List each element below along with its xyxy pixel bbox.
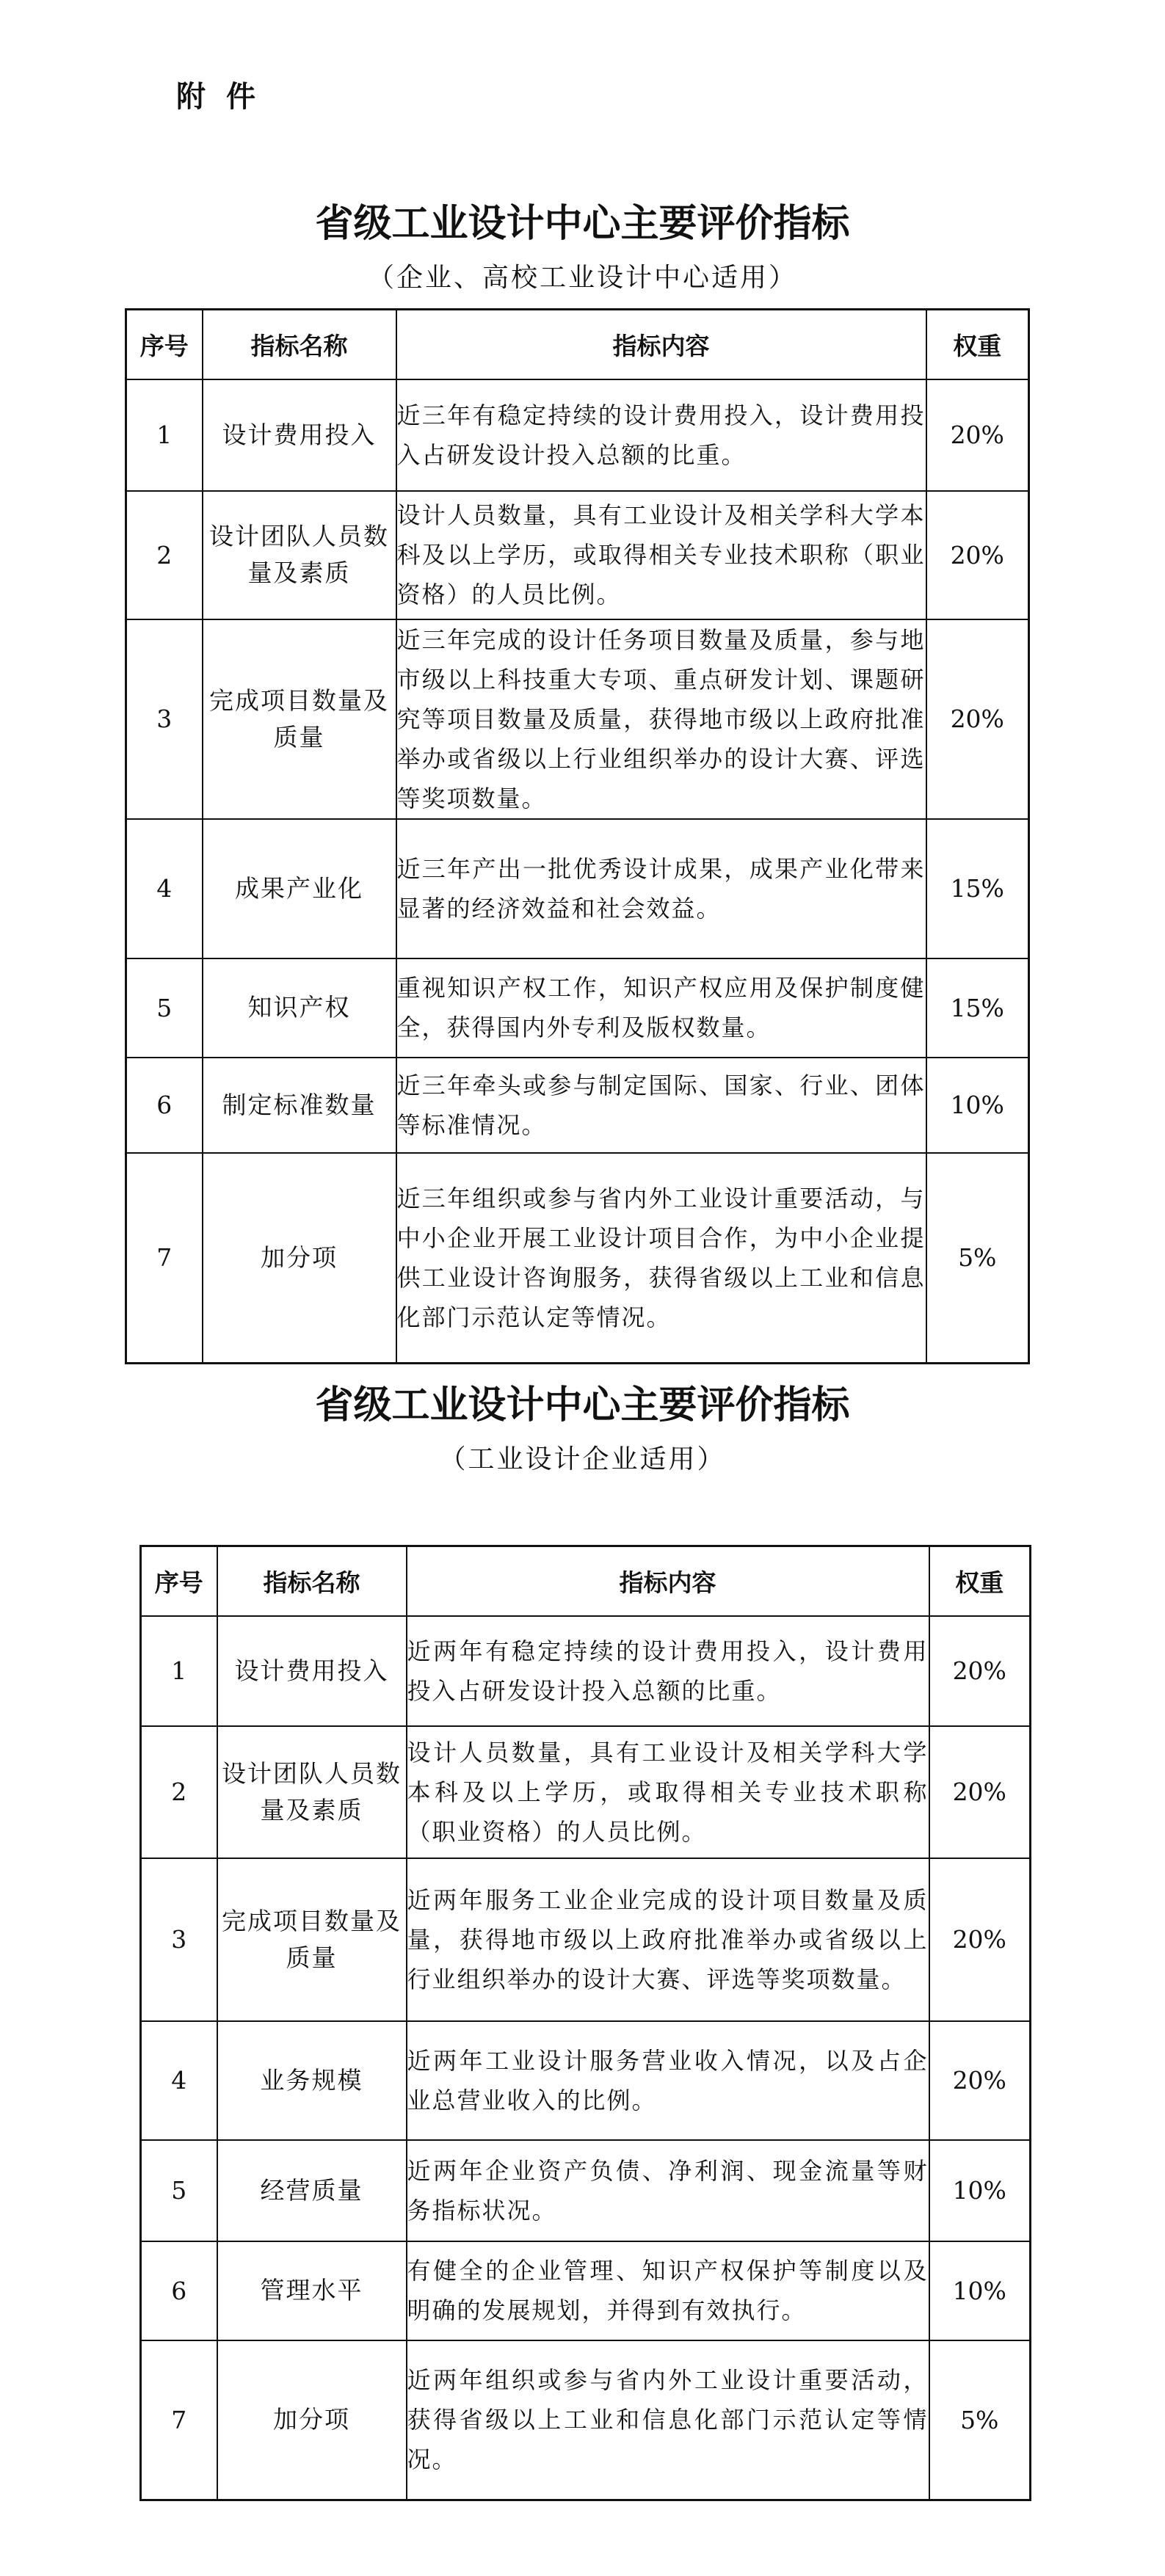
row-content: 近三年牵头或参与制定国际、国家、行业、团体等标准情况。 — [396, 1058, 926, 1153]
row-name: 加分项 — [203, 1153, 396, 1364]
table-row — [126, 379, 1029, 491]
table-row — [141, 2140, 1031, 2241]
header-no: 序号 — [141, 1546, 217, 1616]
table-row — [126, 819, 1029, 958]
row-no: 4 — [141, 2021, 217, 2140]
table2-evaluation-indicators — [139, 1545, 1031, 2501]
row-weight: 5% — [929, 2340, 1031, 2500]
table-row — [126, 958, 1029, 1058]
row-content: 近两年有稳定持续的设计费用投入，设计费用投入占研发设计投入总额的比重。 — [407, 1616, 929, 1726]
table-row — [141, 1726, 1031, 1858]
row-no: 3 — [126, 619, 203, 819]
row-name: 加分项 — [217, 2340, 407, 2500]
row-weight: 20% — [929, 1726, 1031, 1858]
row-no: 4 — [126, 819, 203, 958]
row-weight: 20% — [929, 2021, 1031, 2140]
header-content: 指标内容 — [396, 310, 926, 379]
row-name: 设计费用投入 — [217, 1616, 407, 1726]
row-no: 2 — [126, 491, 203, 619]
table-row — [141, 2241, 1031, 2340]
row-no: 6 — [126, 1058, 203, 1153]
table1-subtitle: （企业、高校工业设计中心适用） — [367, 263, 797, 293]
row-content: 近三年完成的设计任务项目数量及质量，参与地市级以上科技重大专项、重点研发计划、课题研究等项目数量及质量，获得地市级以上政府批准举办或省级以上行业组织举办的设计大赛、评选等奖项数量。 — [396, 619, 926, 819]
table2-subtitle: （工业设计企业适用） — [439, 1444, 726, 1474]
table2-title: 省级工业设计中心主要评价指标 — [315, 1383, 850, 1427]
row-no: 6 — [141, 2241, 217, 2340]
row-weight: 15% — [926, 958, 1029, 1058]
row-weight: 20% — [926, 619, 1029, 819]
table-row — [126, 1058, 1029, 1153]
row-content: 近两年工业设计服务营业收入情况，以及占企业总营业收入的比例。 — [407, 2021, 929, 2140]
row-weight: 15% — [926, 819, 1029, 958]
row-content: 近三年有稳定持续的设计费用投入，设计费用投入占研发设计投入总额的比重。 — [396, 379, 926, 491]
table1-title: 省级工业设计中心主要评价指标 — [315, 202, 850, 246]
row-no: 7 — [141, 2340, 217, 2500]
row-weight: 20% — [929, 1616, 1031, 1726]
row-name: 业务规模 — [217, 2021, 407, 2140]
table-row — [141, 1616, 1031, 1726]
table-row — [141, 2021, 1031, 2140]
header-no: 序号 — [126, 310, 203, 379]
row-name: 设计团队人员数量及素质 — [203, 491, 396, 619]
row-content: 近两年组织或参与省内外工业设计重要活动，获得省级以上工业和信息化部门示范认定等情况。 — [407, 2340, 929, 2500]
row-no: 1 — [126, 379, 203, 491]
row-weight: 5% — [926, 1153, 1029, 1364]
table-row — [126, 619, 1029, 819]
row-weight: 20% — [929, 1858, 1031, 2021]
header-name: 指标名称 — [203, 310, 396, 379]
row-name: 制定标准数量 — [203, 1058, 396, 1153]
row-name: 知识产权 — [203, 958, 396, 1058]
row-weight: 20% — [926, 491, 1029, 619]
table-row — [141, 1858, 1031, 2021]
table2-header-row — [141, 1546, 1031, 1616]
row-name: 经营质量 — [217, 2140, 407, 2241]
table-row — [126, 1153, 1029, 1364]
row-content: 有健全的企业管理、知识产权保护等制度以及明确的发展规划，并得到有效执行。 — [407, 2241, 929, 2340]
table-row — [126, 491, 1029, 619]
row-no: 7 — [126, 1153, 203, 1364]
row-no: 5 — [126, 958, 203, 1058]
header-content: 指标内容 — [407, 1546, 929, 1616]
row-content: 重视知识产权工作，知识产权应用及保护制度健全，获得国内外专利及版权数量。 — [396, 958, 926, 1058]
header-weight: 权重 — [926, 310, 1029, 379]
row-no: 5 — [141, 2140, 217, 2241]
row-content: 近三年产出一批优秀设计成果，成果产业化带来显著的经济效益和社会效益。 — [396, 819, 926, 958]
row-name: 管理水平 — [217, 2241, 407, 2340]
row-weight: 10% — [929, 2241, 1031, 2340]
row-name: 设计团队人员数量及素质 — [217, 1726, 407, 1858]
row-name: 成果产业化 — [203, 819, 396, 958]
header-name: 指标名称 — [217, 1546, 407, 1616]
table1-evaluation-indicators — [125, 308, 1030, 1364]
row-name: 完成项目数量及质量 — [203, 619, 396, 819]
table-row — [141, 2340, 1031, 2500]
row-content: 设计人员数量，具有工业设计及相关学科大学本科及以上学历，或取得相关专业技术职称（职业资格）的人员比例。 — [407, 1726, 929, 1858]
row-weight: 10% — [929, 2140, 1031, 2241]
row-content: 设计人员数量，具有工业设计及相关学科大学本科及以上学历，或取得相关专业技术职称（职业资格）的人员比例。 — [396, 491, 926, 619]
row-content: 近两年企业资产负债、净利润、现金流量等财务指标状况。 — [407, 2140, 929, 2241]
row-content: 近两年服务工业企业完成的设计项目数量及质量，获得地市级以上政府批准举办或省级以上行业组织举办的设计大赛、评选等奖项数量。 — [407, 1858, 929, 2021]
row-no: 1 — [141, 1616, 217, 1726]
row-weight: 20% — [926, 379, 1029, 491]
row-name: 设计费用投入 — [203, 379, 396, 491]
table1-header-row — [126, 310, 1029, 379]
row-name: 完成项目数量及质量 — [217, 1858, 407, 2021]
header-weight: 权重 — [929, 1546, 1031, 1616]
row-content: 近三年组织或参与省内外工业设计重要活动，与中小企业开展工业设计项目合作，为中小企业提供工业设计咨询服务，获得省级以上工业和信息化部门示范认定等情况。 — [396, 1153, 926, 1364]
attachment-label: 附件 — [176, 80, 276, 114]
row-no: 3 — [141, 1858, 217, 2021]
row-no: 2 — [141, 1726, 217, 1858]
row-weight: 10% — [926, 1058, 1029, 1153]
